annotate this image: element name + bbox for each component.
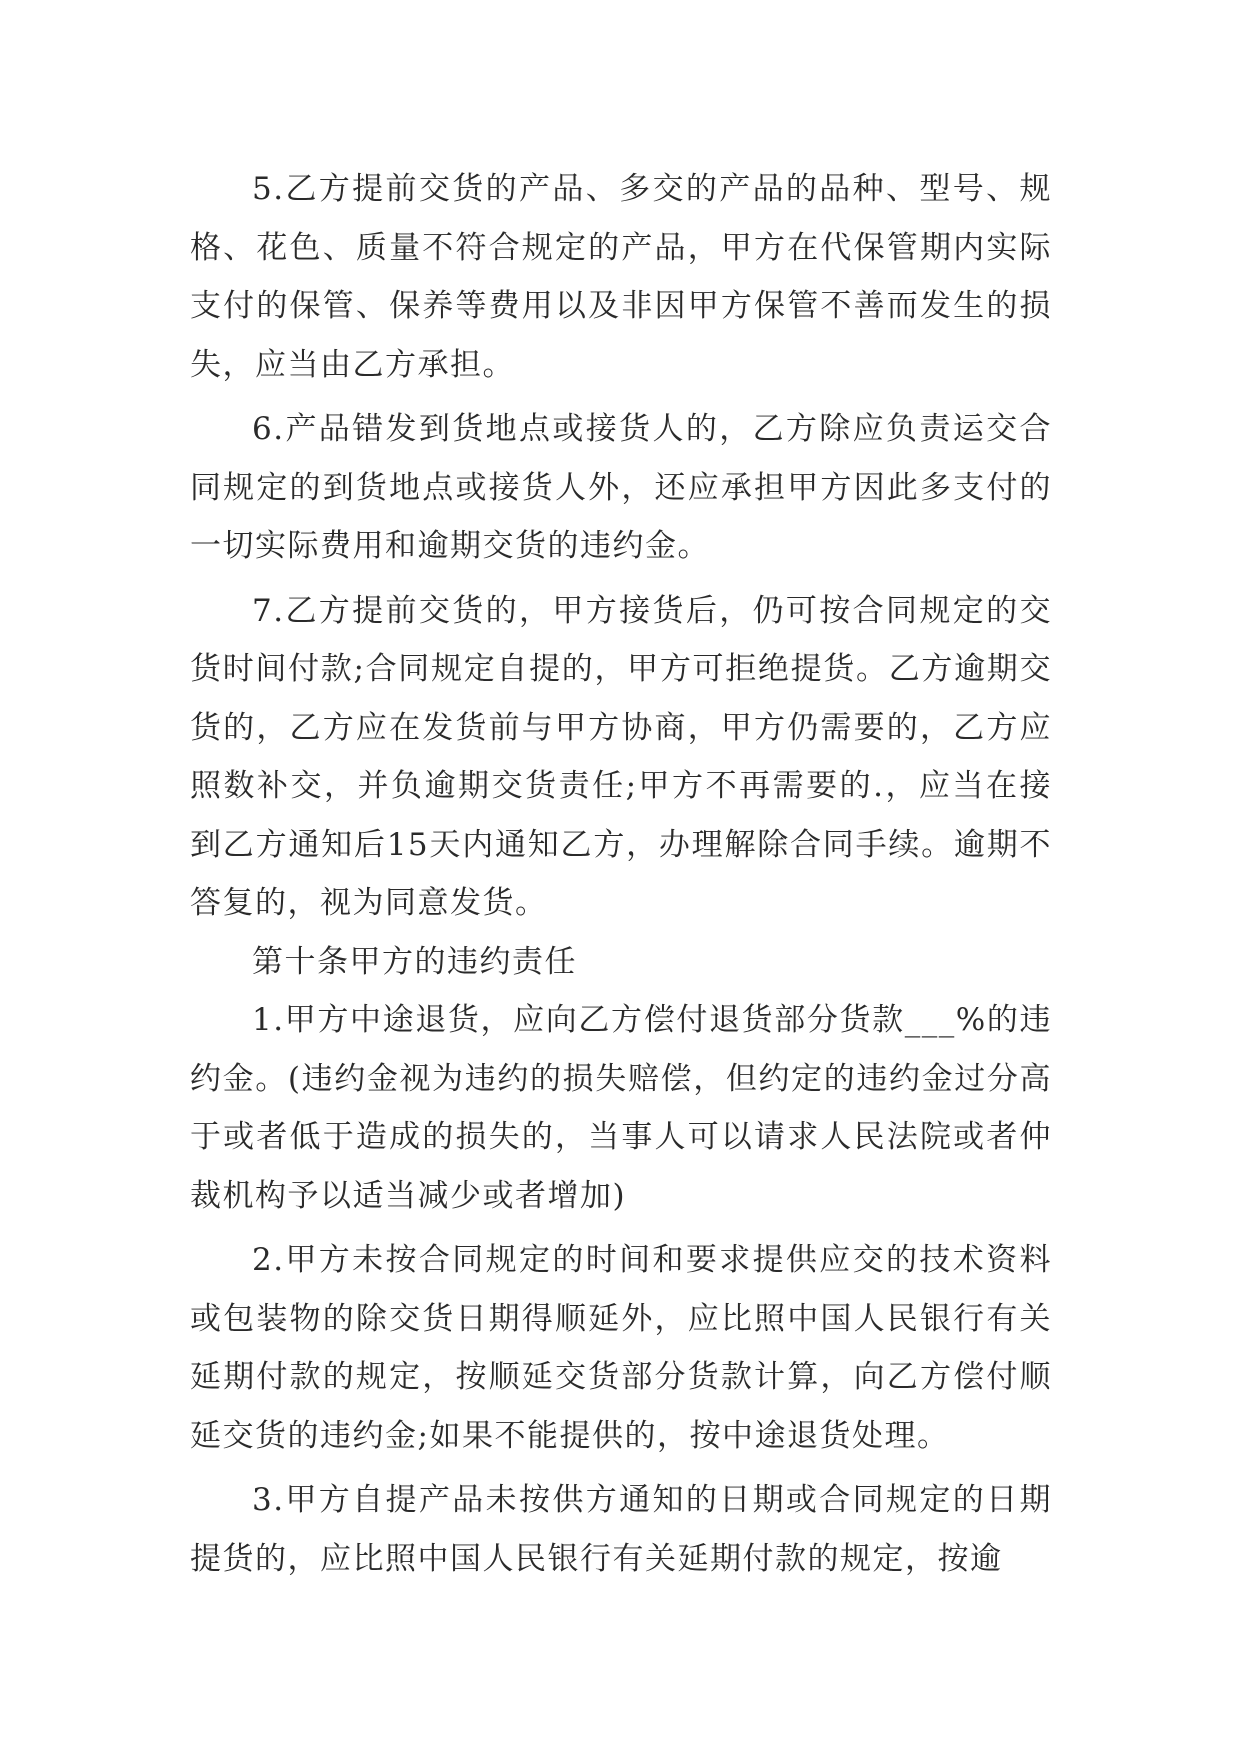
- paragraph-item-5: 5.乙方提前交货的产品、多交的产品的品种、型号、规格、花色、质量不符合规定的产品，甲方在代保管期内实际支付的保管、保养等费用以及非因甲方保管不善而发生的损失，应当由乙方承担。: [190, 171, 1052, 383]
- paragraph-article-10-item-2: 2.甲方未按合同规定的时间和要求提供应交的技术资料或包装物的除交货日期得顺延外，应比照中国人民银行有关延期付款的规定，按顺延交货部分货款计算，向乙方偿付顺延交货的违约金;如果不能提供的，按中途退货处理。: [190, 1242, 1052, 1454]
- paragraph-article-10-item-1: 1.甲方中途退货，应向乙方偿付退货部分货款___%的违约金。(违约金视为违约的损失赔偿，但约定的违约金过分高于或者低于造成的损失的，当事人可以请求人民法院或者仲裁机构予以适当减少或者增加): [190, 1002, 1052, 1214]
- document-page: [190, 160, 1052, 1588]
- section-heading-article-10: 第十条甲方的违约责任: [252, 943, 577, 980]
- paragraph-article-10-item-3: 3.甲方自提产品未按供方通知的日期或合同规定的日期提货的，应比照中国人民银行有关延期付款的规定，按逾: [190, 1482, 1052, 1577]
- paragraph-item-6: 6.产品错发到货地点或接货人的，乙方除应负责运交合同规定的到货地点或接货人外，还应承担甲方因此多支付的一切实际费用和逾期交货的违约金。: [190, 411, 1052, 564]
- paragraph-item-7: 7.乙方提前交货的，甲方接货后，仍可按合同规定的交货时间付款;合同规定自提的，甲方可拒绝提货。乙方逾期交货的，乙方应在发货前与甲方协商，甲方仍需要的，乙方应照数补交，并负逾期交货责任;甲方不再需要的.，应当在接到乙方通知后15天内通知乙方，办理解除合同手续。逾期不答复的，视为同意发货。: [190, 592, 1052, 921]
